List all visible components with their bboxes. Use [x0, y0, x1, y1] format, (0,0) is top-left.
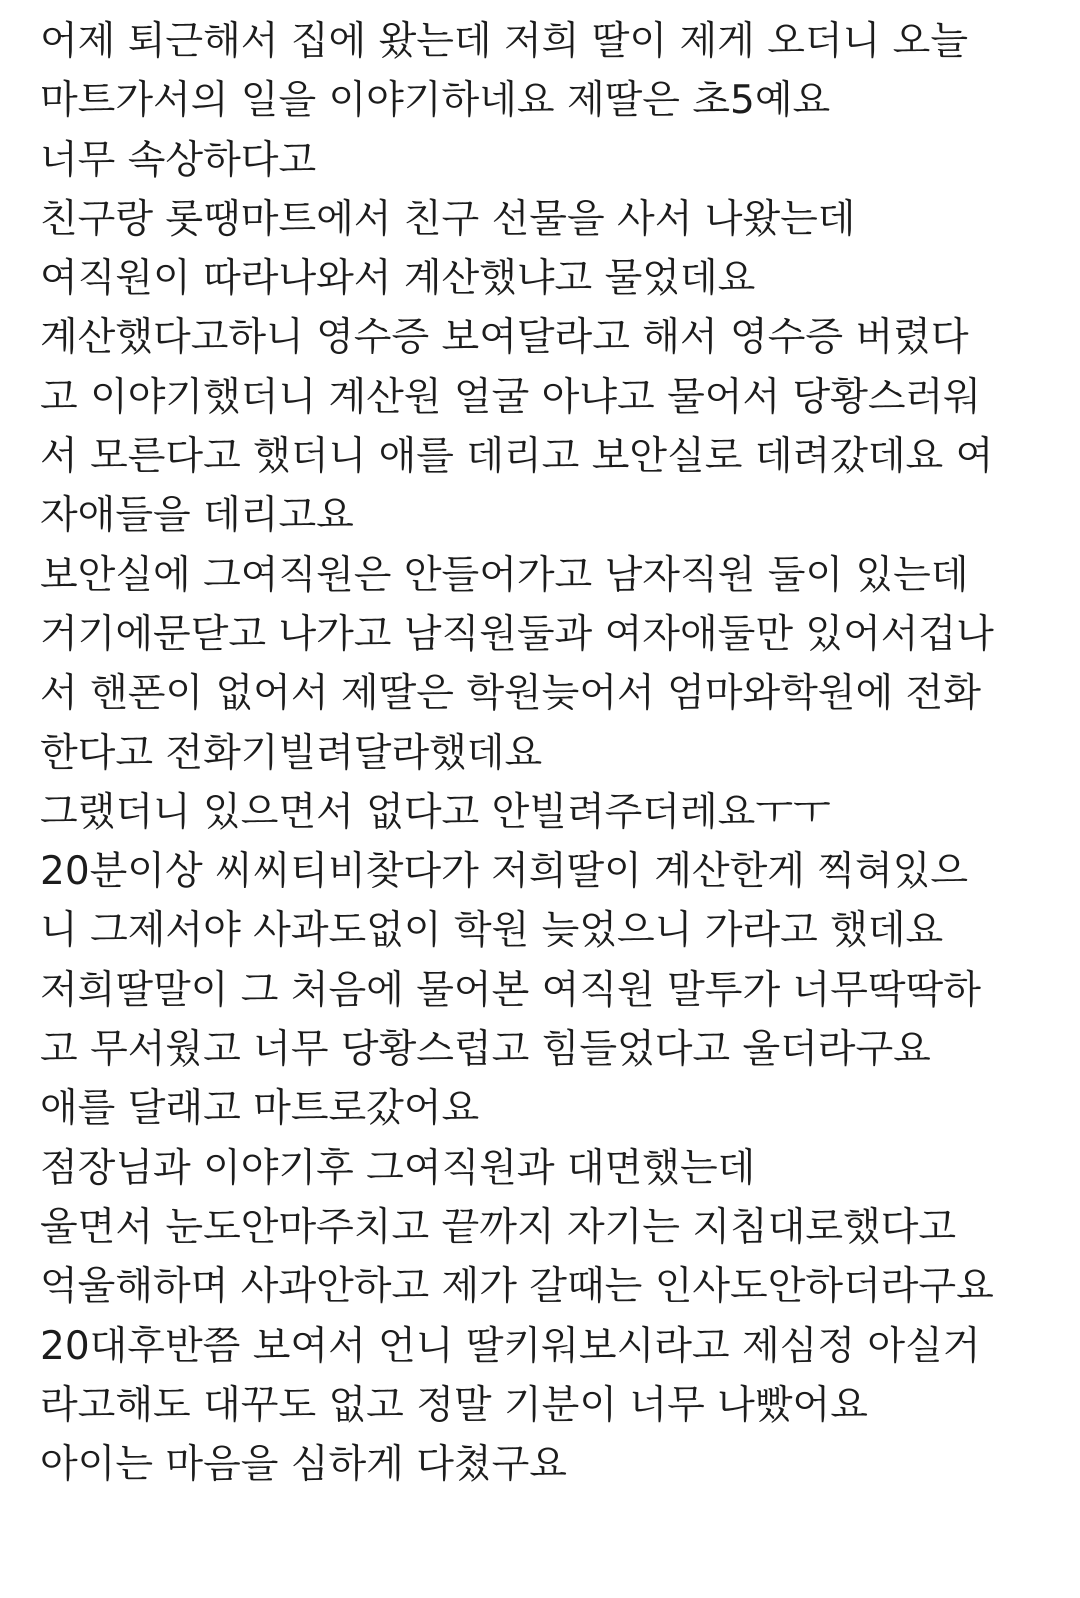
text-line: 억울해하며 사과안하고 제가 갈때는 인사도안하더라구요 [40, 1264, 994, 1310]
text-line: 보안실에 그여직원은 안들어가고 남자직원 둘이 있는데 [40, 552, 969, 598]
text-line: 서 모른다고 했더니 애를 데리고 보안실로 데려갔데요 여 [40, 434, 994, 480]
text-line: 20대후반쯤 보여서 언니 딸키워보시라고 제심정 아실거 [40, 1323, 981, 1369]
text-line: 애를 달래고 마트로갔어요 [40, 1086, 480, 1132]
text-line: 어제 퇴근해서 집에 왔는데 저희 딸이 제게 오더니 오늘 [40, 19, 969, 64]
text-line: 서 핸폰이 없어서 제딸은 학원늦어서 엄마와학원에 전화 [40, 671, 981, 717]
text-line: 고 이야기했더니 계산원 얼굴 아냐고 물어서 당황스러워 [40, 374, 981, 420]
text-line: 아이는 마음을 심하게 다쳤구요 [40, 1442, 567, 1488]
text-line: 그랬더니 있으면서 없다고 안빌려주더레요ㅜㅜ [40, 789, 831, 835]
text-line: 니 그제서야 사과도없이 학원 늦었으니 가라고 했데요 [40, 908, 944, 954]
text-line: 거기에문닫고 나가고 남직원둘과 여자애둘만 있어서겁나 [40, 611, 994, 657]
text-line: 자애들을 데리고요 [40, 493, 354, 539]
text-line: 점장님과 이야기후 그여직원과 대면했는데 [40, 1145, 756, 1191]
text-line: 울면서 눈도안마주치고 끝까지 자기는 지침대로했다고 [40, 1204, 957, 1250]
text-line: 고 무서웠고 너무 당황스럽고 힘들었다고 울더라구요 [40, 1027, 931, 1073]
text-line: 저희딸말이 그 처음에 물어본 여직원 말투가 너무딱딱하 [40, 967, 981, 1013]
text-line: 친구랑 롯땡마트에서 친구 선물을 사서 나왔는데 [40, 196, 856, 242]
text-line: 라고해도 대꾸도 없고 정말 기분이 너무 나빴어요 [40, 1382, 868, 1428]
post-body [40, 12, 1060, 1494]
text-line: 계산했다고하니 영수증 보여달라고 해서 영수증 버렸다 [40, 315, 969, 361]
text-line: 여직원이 따라나와서 계산했냐고 물었데요 [40, 256, 756, 302]
text-line: 너무 속상하다고 [40, 137, 317, 183]
text-line: 20분이상 씨씨티비찾다가 저희딸이 계산한게 찍혀있으 [40, 849, 969, 895]
text-line: 마트가서의 일을 이야기하네요 제딸은 초5예요 [40, 78, 831, 124]
text-line: 한다고 전화기빌려달라했데요 [40, 730, 543, 776]
